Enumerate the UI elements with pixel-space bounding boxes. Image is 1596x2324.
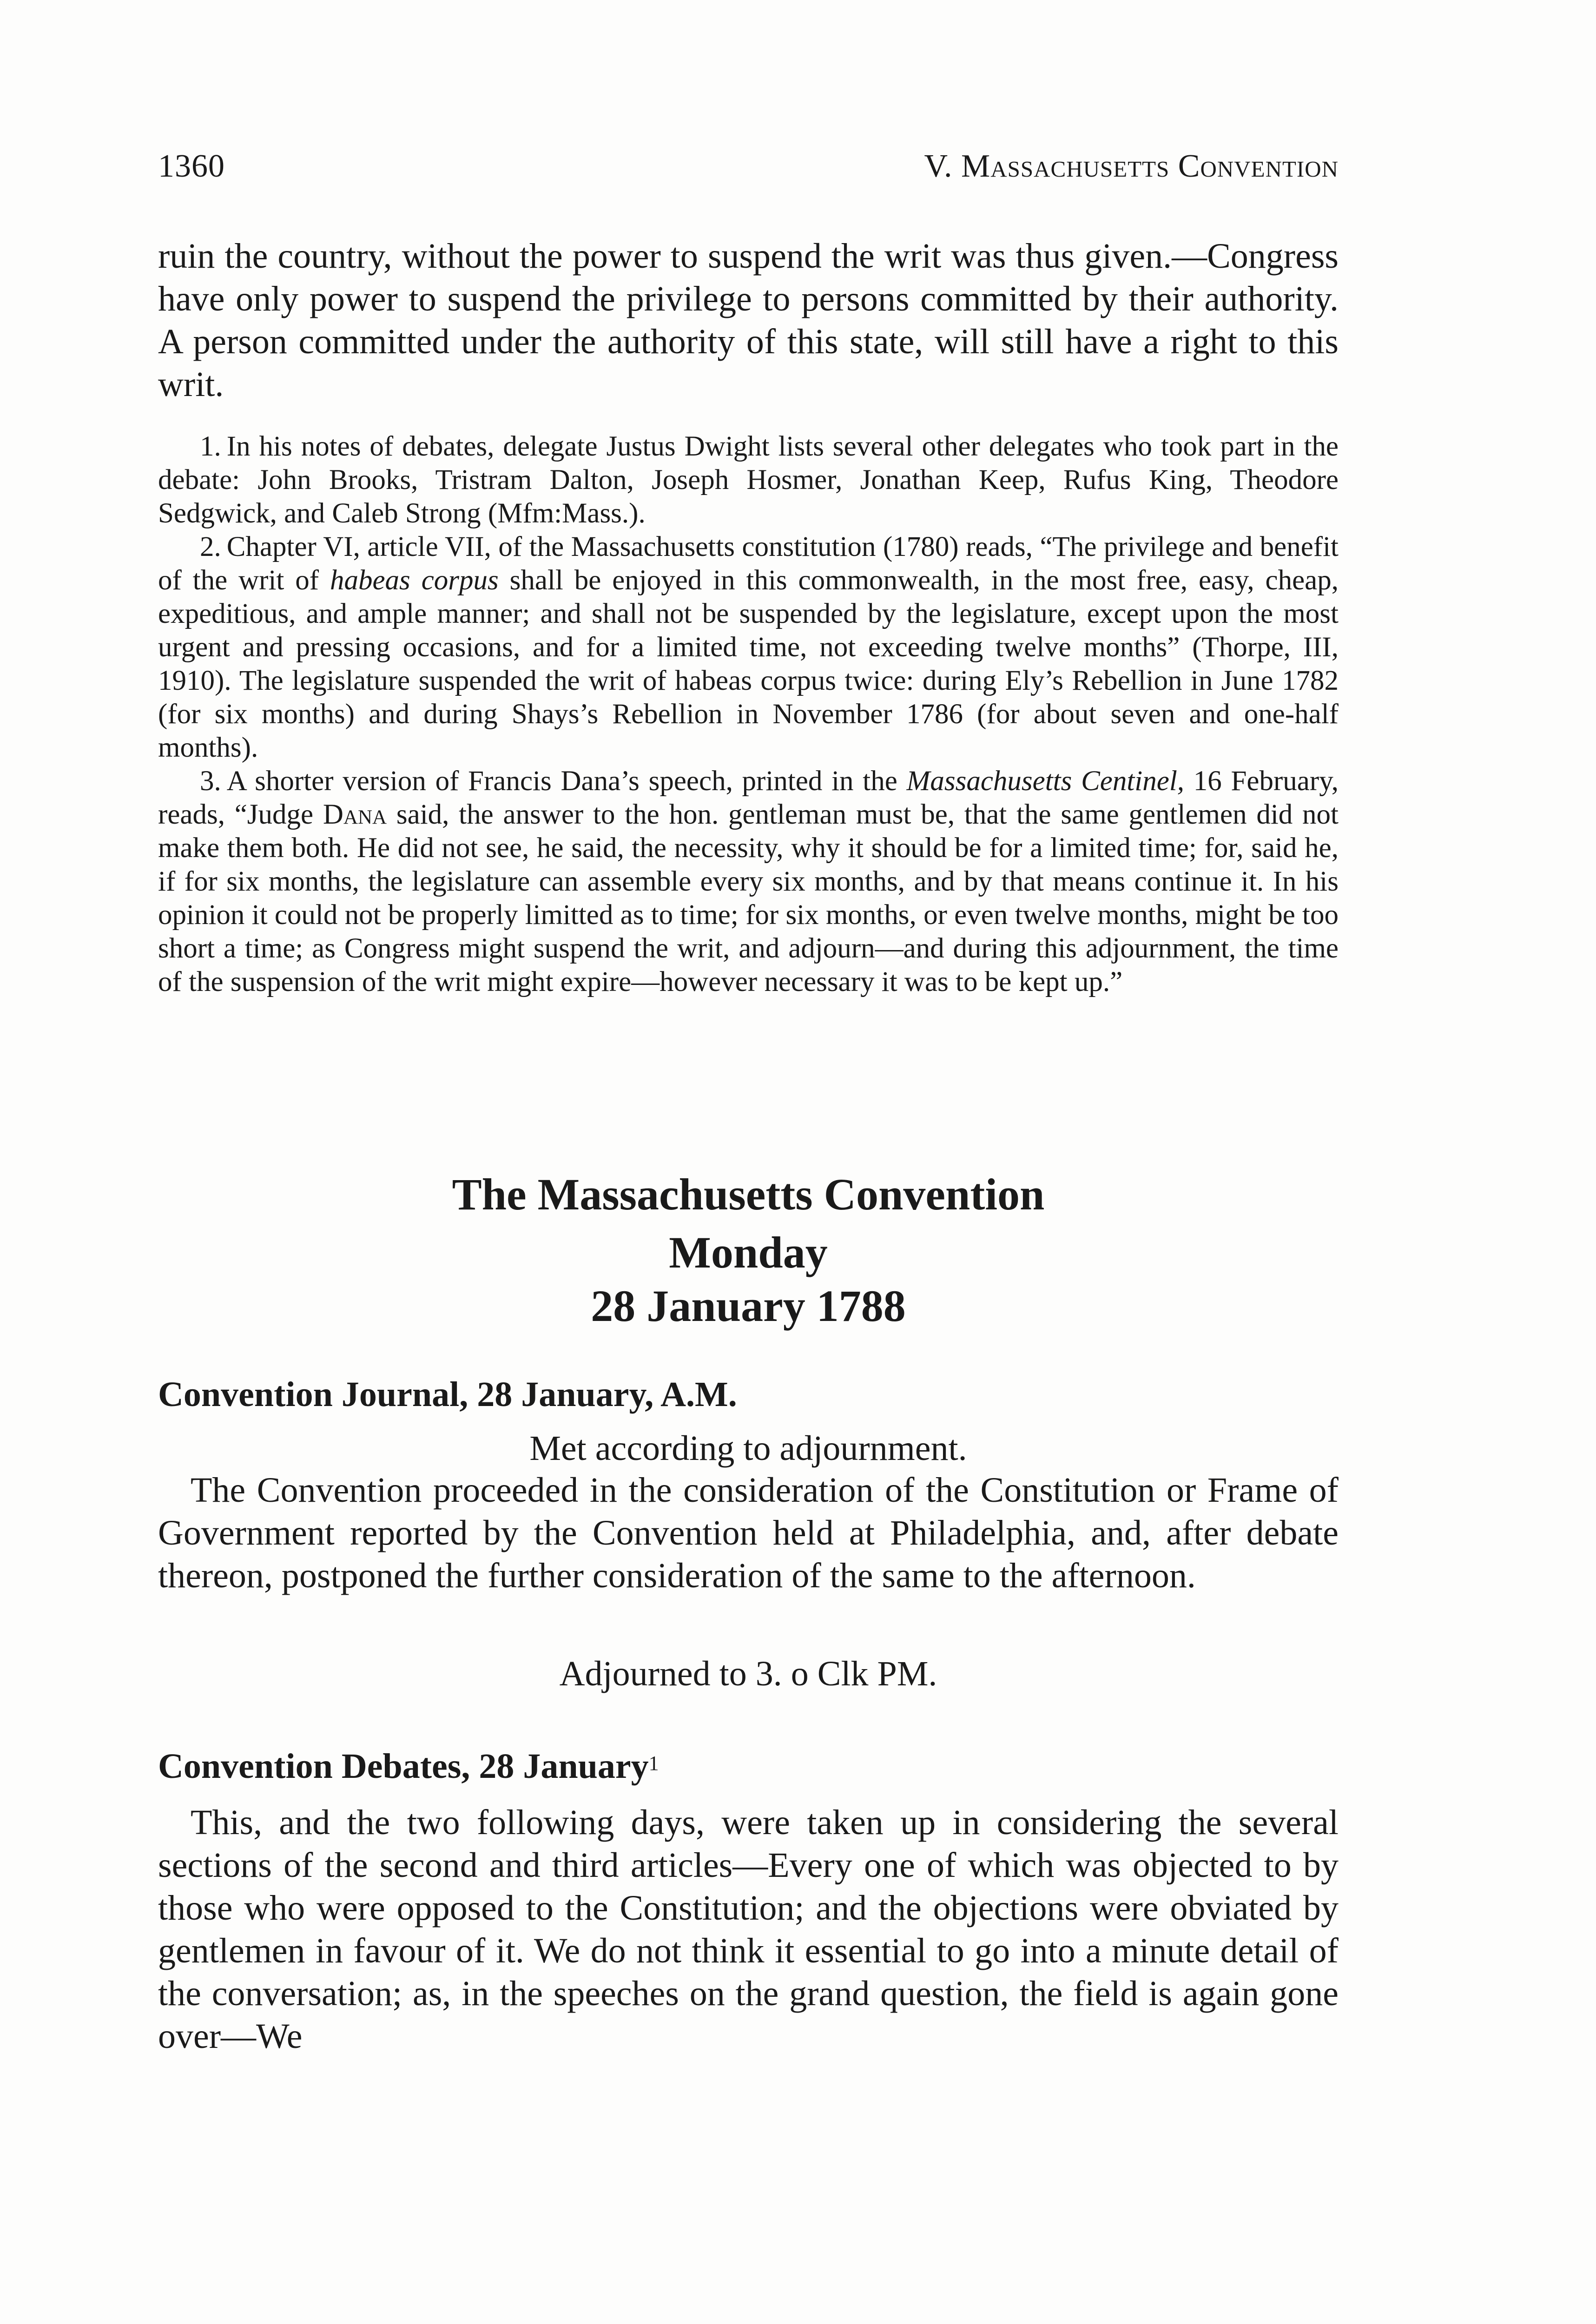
opening-paragraph-block [158,235,1339,406]
page-number: 1360 [158,148,225,184]
section-day: Monday [669,1228,828,1277]
footnote-number: 3. [200,766,221,797]
footnote-text: shall be enjoyed in this commonwealth, in the most free, easy, cheap, expeditious, and ample manner; and shall not be suspended by the legislature, except upon the most urgent and pressing occasions, and for a limited time, not exceeding twelve months” (Thorpe, III, 1910). The legislature suspended the writ of habeas corpus twice: during Ely’s Rebellion in June 1782 (for six months) and during Shays’s Rebellion in November 1786 (for about seven and one-half months). [158,565,1339,763]
footnote-small-caps: Dana [323,799,387,830]
debates-heading [158,1745,1339,1787]
debates-note-ref: 1 [648,1752,659,1775]
footnote-3 [158,765,1339,999]
footnote-text: A shorter version of Francis Dana’s speech, printed in the [226,766,907,797]
footnote-italic: Massachusetts Centinel, [906,766,1185,797]
footnote-number: 2. [200,531,221,562]
footnote-1 [158,430,1339,530]
journal-heading: Convention Journal, 28 January, A.M. [158,1375,737,1414]
section-date: 28 January 1788 [591,1281,906,1331]
journal-adjourned-line: Adjourned to 3. o Clk PM. [559,1654,937,1693]
footnote-text: In his notes of debates, delegate Justus Dwight lists several other delegates who took part in the debate: John Brooks, Tristram Dalton, Joseph Hosmer, Jonathan Keep, Rufus King, Theodore Sedgwick, and Caleb Strong (Mfm:Mass.). [158,431,1339,529]
opening-paragraph: ruin the country, without the power to suspend the writ was thus given.—Congress have only power to suspend the privilege to persons committed by their authority. A person committed under the authority of this state, will still have a right to this writ. [158,237,1339,404]
journal-paragraph: The Convention proceeded in the consideration of the Constitution or Frame of Government reported by the Convention held at Philadelphia, and, after debate thereon, postponed the further consideration of the same to the afternoon. [158,1471,1339,1595]
footnote-text: 16 February, reads, “Judge [158,766,1339,830]
footnote-text: Chapter VI, article VII, of the Massachusetts constitution (1780) reads, “The privilege and benefit of the writ of [158,531,1339,596]
footnote-number: 1. [200,431,221,462]
debates-heading-text: Convention Debates, 28 January [158,1747,649,1786]
footnotes [158,430,1339,999]
journal-paragraph-block [158,1469,1339,1597]
running-title: V. Massachusetts Convention [924,148,1339,184]
debates-paragraph: This, and the two following days, were taken up in considering the several sections of the second and third articles—Every one of which was objected to by those who were opposed to the Constitution; and the objections were obviated by gentlemen in favour of it. We do not think it essential to go into a minute detail of the conversation; as, in the speeches on the grand question, the field is again gone over—We [158,1803,1339,2056]
footnote-2 [158,530,1339,765]
section-title: The Massachusetts Convention [452,1169,1045,1219]
footnote-text: said, the answer to the hon. gentleman must be, that the same gentlemen did not make them both. He did not see, he said, the necessity, why it should be for a limited time; for, said he, if for six months, the legislature can assemble every six months, and by that means continue it. In his opinion it could not be properly limitted as to time; for six months, or even twelve months, might be too short a time; as Congress might suspend the writ, and adjourn—and during this adjournment, the time of the suspension of the writ might expire—however necessary it was to be kept up.” [158,799,1339,997]
footnote-italic: habeas corpus [330,565,499,596]
journal-met-line: Met according to adjournment. [529,1429,967,1468]
debates-paragraph-block [158,1801,1339,2058]
